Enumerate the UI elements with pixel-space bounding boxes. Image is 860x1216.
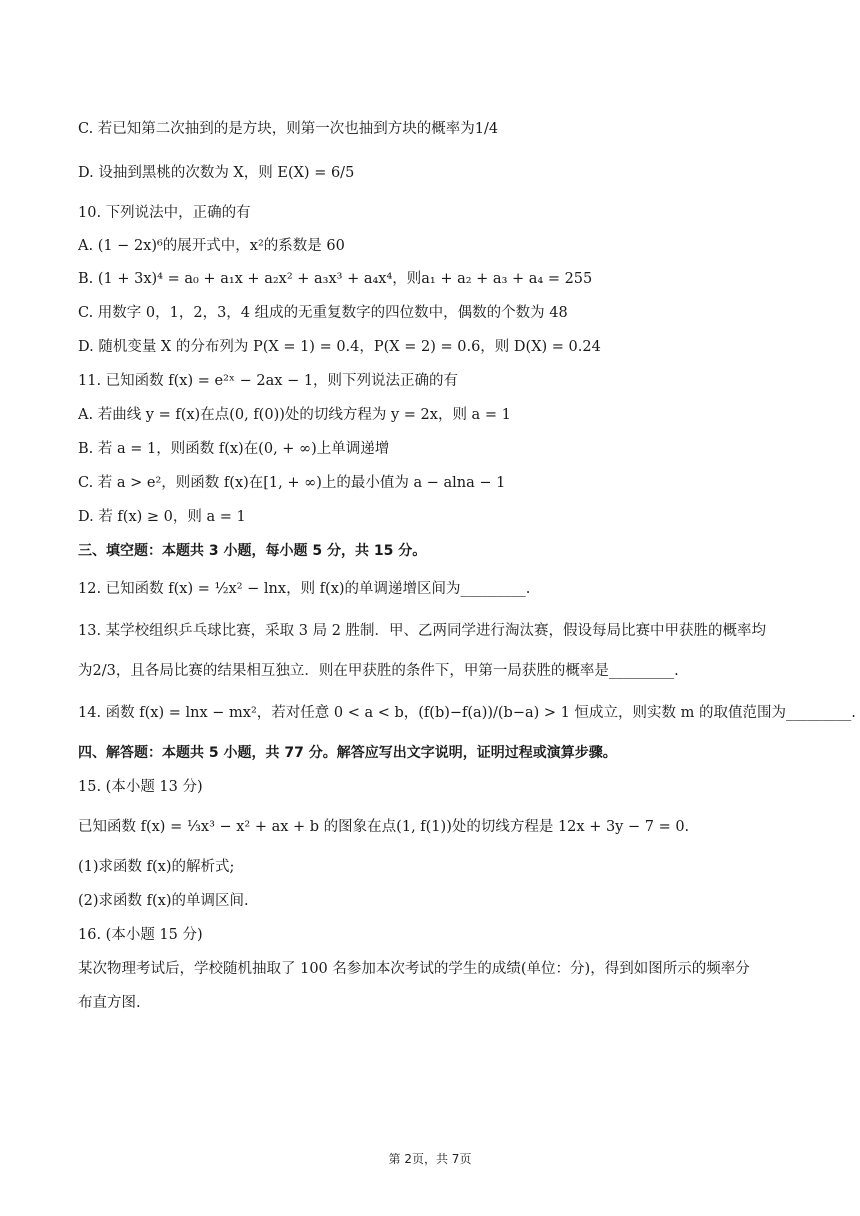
option-10a: A. (1 − 2x)⁶的展开式中，x²的系数是 60: [78, 238, 345, 254]
option-9d: D. 设抽到黑桃的次数为 X，则 E(X) = 6/5: [78, 165, 355, 181]
question-15-part1: (1)求函数 f(x)的解析式;: [78, 859, 235, 875]
question-16-title: 16. (本小题 15 分): [78, 927, 203, 943]
question-15-title: 15. (本小题 13 分): [78, 779, 203, 795]
question-16-stem-line1: 某次物理考试后，学校随机抽取了 100 名参加本次考试的学生的成绩(单位：分)，得到如图所示的频率分: [78, 961, 750, 977]
page-footer: 第 2页，共 7页: [388, 1152, 472, 1166]
question-12: 12. 已知函数 f(x) = ½x² − lnx，则 f(x)的单调递增区间为_________.: [78, 581, 531, 597]
question-11: 11. 已知函数 f(x) = e²ˣ − 2ax − 1，则下列说法正确的有: [78, 373, 459, 389]
question-14: 14. 函数 f(x) = lnx − mx²，若对任意 0 < a < b，(f(b)−f(a))/(b−a) > 1 恒成立，则实数 m 的取值范围为_________.: [78, 705, 856, 721]
question-13-line2: 为2/3，且各局比赛的结果相互独立．则在甲获胜的条件下，甲第一局获胜的概率是_________.: [78, 663, 679, 679]
option-11b: B. 若 a = 1，则函数 f(x)在(0, + ∞)上单调递增: [78, 441, 390, 457]
section-fill-in-heading: 三、填空题：本题共 3 小题，每小题 5 分，共 15 分。: [78, 543, 427, 559]
section-answer-heading: 四、解答题：本题共 5 小题，共 77 分。解答应写出文字说明，证明过程或演算步骤。: [78, 745, 617, 761]
option-10b: B. (1 + 3x)⁴ = a₀ + a₁x + a₂x² + a₃x³ + a₄x⁴，则a₁ + a₂ + a₃ + a₄ = 255: [78, 271, 593, 287]
option-11d: D. 若 f(x) ≥ 0，则 a = 1: [78, 509, 246, 525]
question-15-stem: 已知函数 f(x) = ⅓x³ − x² + ax + b 的图象在点(1, f(1))处的切线方程是 12x + 3y − 7 = 0.: [78, 819, 690, 835]
option-11c: C. 若 a > e²，则函数 f(x)在[1, + ∞)上的最小值为 a − alna − 1: [78, 475, 506, 491]
option-10c: C. 用数字 0，1，2，3，4 组成的无重复数字的四位数中，偶数的个数为 48: [78, 305, 568, 321]
question-13-line1: 13. 某学校组织乒乓球比赛，采取 3 局 2 胜制．甲、乙两同学进行淘汰赛，假设每局比赛中甲获胜的概率均: [78, 623, 767, 639]
question-15-part2: (2)求函数 f(x)的单调区间.: [78, 893, 249, 909]
question-10: 10. 下列说法中，正确的有: [78, 205, 251, 221]
option-11a: A. 若曲线 y = f(x)在点(0, f(0))处的切线方程为 y = 2x，则 a = 1: [78, 407, 511, 423]
option-10d: D. 随机变量 X 的分布列为 P(X = 1) = 0.4，P(X = 2) = 0.6，则 D(X) = 0.24: [78, 339, 601, 355]
question-16-stem-line2: 布直方图.: [78, 995, 141, 1011]
option-9c: C. 若已知第二次抽到的是方块，则第一次也抽到方块的概率为1/4: [78, 121, 499, 137]
